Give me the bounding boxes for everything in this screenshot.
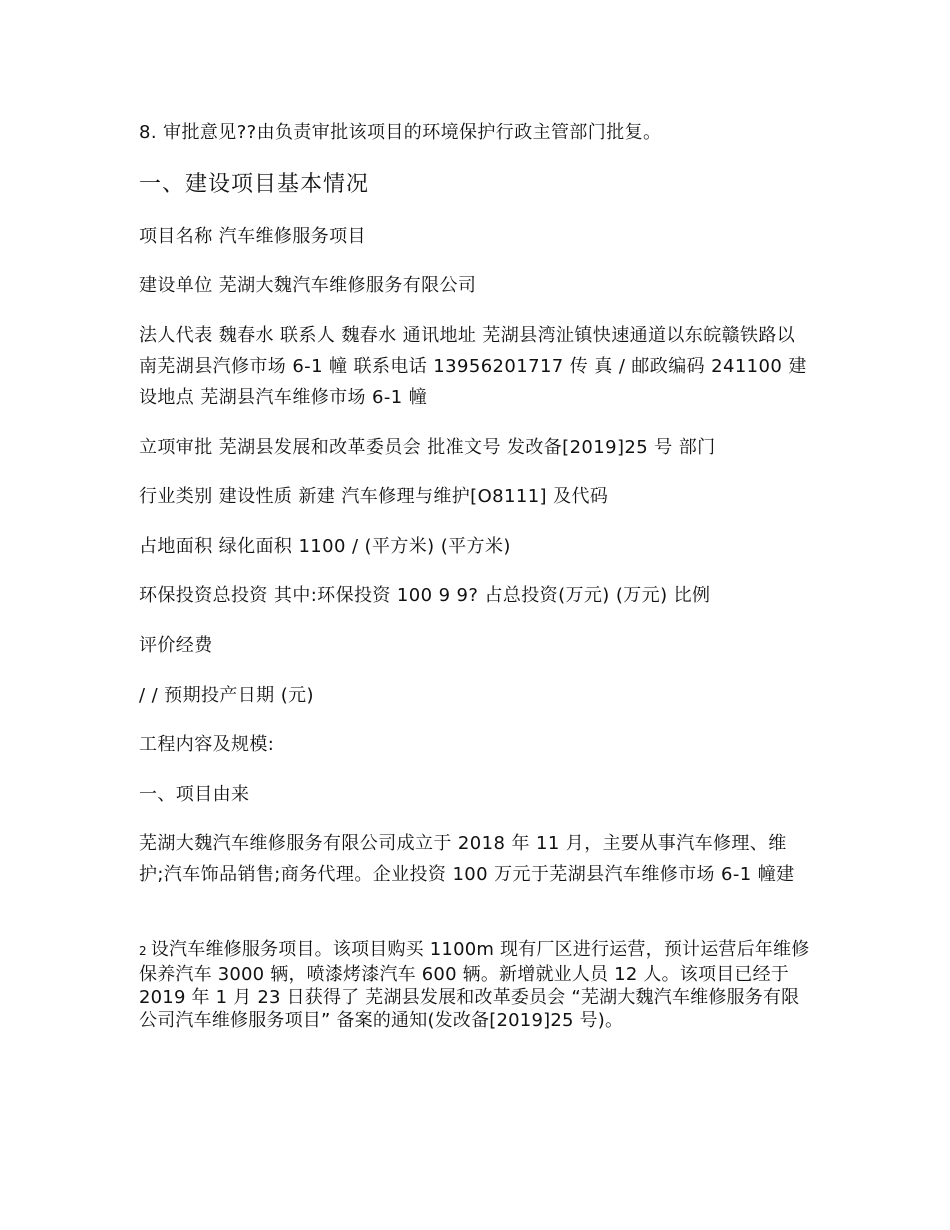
- builder-line: 建设单位 芜湖大魏汽车维修服务有限公司: [139, 275, 477, 296]
- area-line: 占地面积 绿化面积 1100 / (平方米) (平方米): [139, 536, 511, 557]
- contact-block: 法人代表 魏春水 联系人 魏春水 通讯地址 芜湖县湾沚镇快速通道以东皖赣铁路以南芜湖县汽修市场 6-1 幢 联系电话 13956201717 传 真 / 邮政编码 241100 建设地点 芜湖县汽车维修市场 6-1 幢: [139, 325, 807, 408]
- production-date-line: / / 预期投产日期 (元): [139, 685, 314, 706]
- investment-line: 环保投资总投资 其中:环保投资 100 9 9? 占总投资(万元) (万元) 比例: [139, 585, 711, 606]
- final-paragraph: [139, 938, 811, 1032]
- industry-line: 行业类别 建设性质 新建 汽车修理与维护[O8111] 及代码: [139, 486, 609, 507]
- origin-title: 一、项目由来: [139, 784, 250, 805]
- superscript-2: 2: [139, 944, 147, 958]
- scope-line: 工程内容及规模:: [139, 734, 275, 755]
- section-title-basic-info: 一、建设项目基本情况: [139, 172, 370, 197]
- approval-line: 立项审批 芜湖县发展和改革委员会 批准文号 发改备[2019]25 号 部门: [139, 437, 716, 458]
- project-name-line: 项目名称 汽车维修服务项目: [139, 226, 366, 247]
- evaluation-fee-line: 评价经费: [139, 635, 213, 656]
- final-paragraph-text: 设汽车维修服务项目。该项目购买 1100m 现有厂区进行运营，预计运营后年维修保养汽车 3000 辆，喷漆烤漆汽车 600 辆。新增就业人员 12 人。该项目已经于 2019 年 1 月 23 日获得了 芜湖县发展和改革委员会 “芜湖大魏汽车维修服务有限公司汽车维修服务项目” 备案的通知(发改备[2019]25 号)。: [139, 939, 810, 1031]
- item-8-approval-opinion: 8. 审批意见??由负责审批该项目的环境保护行政主管部门批复。: [139, 122, 662, 143]
- origin-paragraph: 芜湖大魏汽车维修服务有限公司成立于 2018 年 11 月，主要从事汽车修理、维护;汽车饰品销售;商务代理。企业投资 100 万元于芜湖县汽车维修市场 6-1 幢建: [139, 833, 795, 885]
